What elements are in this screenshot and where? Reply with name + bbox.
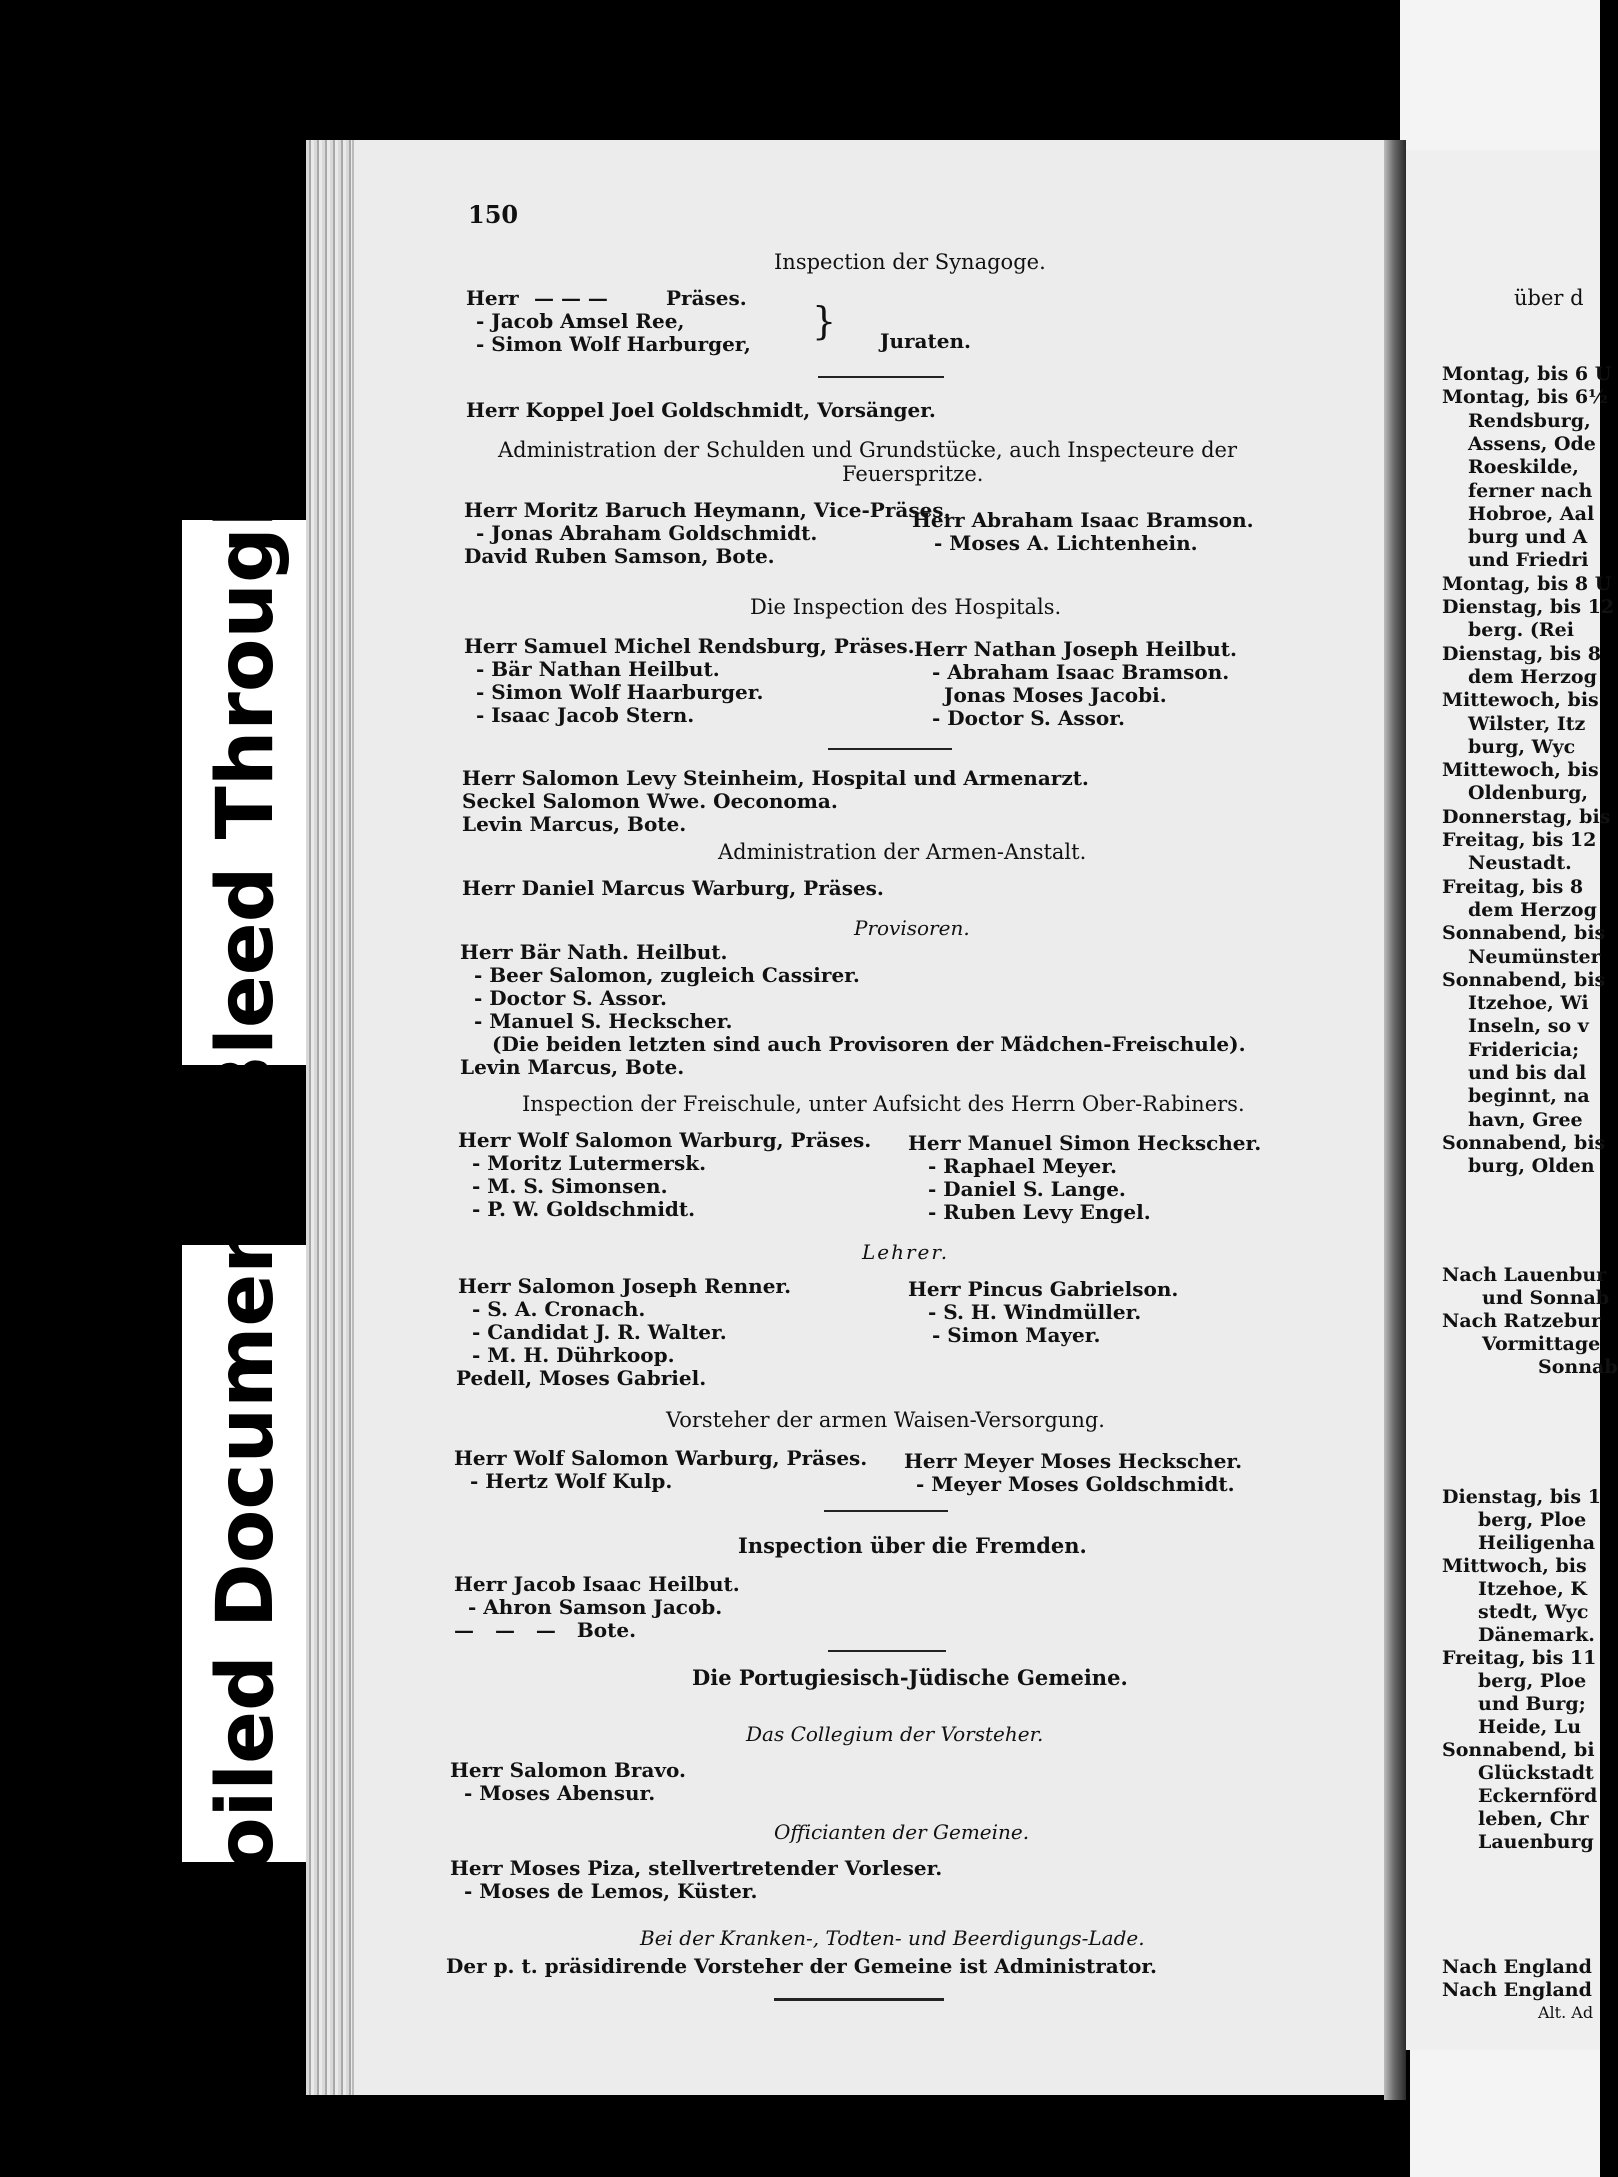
facing-line: Glückstadt: [1478, 1762, 1594, 1784]
facing-line: Nach Lauenbur: [1442, 1264, 1607, 1286]
armen-praeses: Herr Daniel Marcus Warburg, Präses.: [462, 876, 884, 900]
facing-line: Itzehoe, Wi: [1468, 992, 1589, 1015]
facing-line: Nach Ratzebur: [1442, 1310, 1601, 1332]
facing-line: Montag, bis 6½: [1442, 386, 1608, 409]
waisen-left-2: - Hertz Wolf Kulp.: [470, 1469, 673, 1493]
soiled-document-label: Soiled Document: [201, 1180, 291, 1927]
hospital-staff-3: Levin Marcus, Bote.: [462, 812, 687, 836]
freischule-right-4: - Ruben Levy Engel.: [928, 1200, 1151, 1224]
synagoge-juraten: Juraten.: [880, 329, 971, 353]
vorsaenger: Herr Koppel Joel Goldschmidt, Vorsänger.: [466, 398, 936, 422]
book-page: [352, 140, 1394, 2095]
synagoge-praeses: Präses.: [666, 286, 747, 310]
armen-note: (Die beiden letzten sind auch Provisoren der Mädchen-Freischule).: [492, 1032, 1246, 1056]
facing-line: Sonnabend, bis: [1442, 1131, 1606, 1154]
freischule-lehrer: Lehrer.: [862, 1240, 950, 1264]
lehrer-left-1: Herr Salomon Joseph Renner.: [458, 1274, 792, 1298]
armen-line-4: - Manuel S. Heckscher.: [474, 1009, 733, 1033]
schulden-left-2: - Jonas Abraham Goldschmidt.: [476, 521, 818, 545]
facing-line: Roeskilde,: [1468, 456, 1579, 479]
armen-line-3: - Doctor S. Assor.: [474, 986, 667, 1010]
heading-hospital: Die Inspection des Hospitals.: [750, 595, 1062, 619]
facing-line: Itzehoe, K: [1478, 1578, 1587, 1600]
facing-line: Sonnabend, bis: [1442, 922, 1606, 945]
facing-line: Sonnabend, bis: [1442, 968, 1606, 991]
bleed-through-label: Bleed Through: [201, 471, 291, 1114]
facing-line: burg, Olden: [1468, 1155, 1595, 1178]
hospital-right-3: Jonas Moses Jacobi.: [944, 683, 1167, 707]
portugiesisch-collegium: Das Collegium der Vorsteher.: [746, 1722, 1044, 1746]
facing-line: und bis dal: [1468, 1062, 1587, 1084]
hospital-staff-1: Herr Salomon Levy Steinheim, Hospital und Armenarzt.: [462, 766, 1089, 790]
armen-bote: Levin Marcus, Bote.: [460, 1055, 685, 1079]
divider: [824, 1510, 948, 1512]
hospital-right-4: - Doctor S. Assor.: [932, 706, 1125, 730]
facing-line: burg und A: [1468, 526, 1588, 549]
schulden-left-1: Herr Moritz Baruch Heymann, Vice-Präses.: [464, 498, 951, 522]
bleed-through-tag: [182, 471, 310, 1114]
waisen-left-1: Herr Wolf Salomon Warburg, Präses.: [454, 1446, 868, 1470]
facing-heading: über d: [1514, 286, 1584, 310]
hospital-left-1: Herr Samuel Michel Rendsburg, Präses.: [464, 634, 915, 658]
facing-line: Dienstag, bis 8: [1442, 642, 1601, 665]
fremden-line-3: — — — Bote.: [454, 1618, 637, 1642]
facing-line: Fridericia;: [1468, 1038, 1580, 1061]
lehrer-right-3: - Simon Mayer.: [932, 1323, 1101, 1347]
facing-line: Sonnab: [1538, 1356, 1618, 1378]
lehrer-right-1: Herr Pincus Gabrielson.: [908, 1277, 1179, 1301]
facing-line: Montag, bis 6 U: [1442, 363, 1612, 385]
schulden-right-1: Herr Abraham Isaac Bramson.: [912, 508, 1254, 532]
schulden-left-3: David Ruben Samson, Bote.: [464, 544, 775, 568]
facing-line: havn, Gree: [1468, 1108, 1583, 1131]
freischule-left-3: - M. S. Simonsen.: [472, 1174, 668, 1198]
facing-line: und Sonnab: [1482, 1287, 1610, 1309]
facing-line: Dienstag, bis 12: [1442, 596, 1615, 618]
facing-line: berg. (Rei: [1468, 619, 1574, 642]
lehrer-right-2: - S. H. Windmüller.: [928, 1300, 1142, 1324]
facing-line: berg, Ploe: [1478, 1509, 1587, 1531]
facing-line: Wilster, Itz: [1468, 712, 1586, 735]
armen-provisoren: Provisoren.: [854, 916, 970, 940]
facing-line: Heiligenha: [1478, 1532, 1596, 1554]
facing-line: ferner nach: [1468, 479, 1593, 502]
collegium-line-1: Herr Salomon Bravo.: [450, 1758, 686, 1782]
divider: [828, 748, 952, 750]
lehrer-left-4: - M. H. Dührkoop.: [472, 1343, 675, 1367]
hospital-left-4: - Isaac Jacob Stern.: [476, 703, 695, 727]
facing-line: Oldenburg,: [1468, 782, 1588, 805]
freischule-left-4: - P. W. Goldschmidt.: [472, 1197, 696, 1221]
heading-schulden-1: Administration der Schulden und Grundstücke, auch Inspecteure der: [498, 438, 1237, 462]
portugiesisch-officianten: Officianten der Gemeine.: [774, 1820, 1030, 1844]
collegium-line-2: - Moses Abensur.: [464, 1781, 656, 1805]
facing-line: und Friedri: [1468, 549, 1589, 572]
facing-line: Freitag, bis 12: [1442, 829, 1597, 851]
officianten-line-1: Herr Moses Piza, stellvertretender Vorleser.: [450, 1856, 943, 1880]
hospital-left-2: - Bär Nathan Heilbut.: [476, 657, 720, 681]
scan-background-top: [1330, 0, 1400, 150]
lehrer-left-3: - Candidat J. R. Walter.: [472, 1320, 727, 1344]
facing-line: Mittewoch, bis: [1442, 759, 1599, 782]
hospital-right-1: Herr Nathan Joseph Heilbut.: [914, 637, 1237, 661]
heading-waisen: Vorsteher der armen Waisen-Versorgung.: [666, 1408, 1105, 1432]
brace-icon: }: [812, 299, 837, 343]
facing-line: Mittewoch, bis: [1442, 689, 1599, 712]
divider: [818, 376, 944, 378]
officianten-line-2: - Moses de Lemos, Küster.: [464, 1879, 758, 1903]
facing-line: Eckernförd: [1478, 1785, 1598, 1807]
facing-line: und Burg;: [1478, 1693, 1586, 1715]
heading-portugiesisch: Die Portugiesisch-Jüdische Gemeine.: [692, 1665, 1128, 1690]
facing-line: Heide, Lu: [1478, 1716, 1582, 1738]
facing-line: Freitag, bis 11: [1442, 1647, 1597, 1669]
facing-line: Rendsburg,: [1468, 409, 1591, 432]
freischule-right-3: - Daniel S. Lange.: [928, 1177, 1126, 1201]
lehrer-pedell: Pedell, Moses Gabriel.: [456, 1366, 707, 1390]
facing-line: Neumünster: [1468, 945, 1601, 968]
facing-line: leben, Chr: [1478, 1808, 1589, 1830]
facing-line: Montag, bis 8 U: [1442, 572, 1612, 595]
portugiesisch-admin: Der p. t. präsidirende Vorsteher der Gemeine ist Administrator.: [446, 1954, 1158, 1978]
page-number: 150: [468, 200, 519, 229]
armen-line-2: - Beer Salomon, zugleich Cassirer.: [474, 963, 860, 987]
end-divider: [774, 1998, 944, 2001]
waisen-right-2: - Meyer Moses Goldschmidt.: [916, 1472, 1235, 1496]
waisen-right-1: Herr Meyer Moses Heckscher.: [904, 1449, 1243, 1473]
facing-line: Hobroe, Aal: [1468, 502, 1595, 525]
facing-line: berg, Ploe: [1478, 1670, 1587, 1692]
facing-line: Inseln, so v: [1468, 1015, 1589, 1038]
freischule-left-2: - Moritz Lutermersk.: [472, 1151, 707, 1175]
scan-background-top-right: [1400, 0, 1600, 150]
scan-background-bottom-right: [1410, 2050, 1600, 2177]
hospital-right-2: - Abraham Isaac Bramson.: [932, 660, 1230, 684]
facing-line: Mittwoch, bis: [1442, 1555, 1587, 1577]
facing-page-content: [1406, 150, 1618, 2050]
facing-line: Lauenburg: [1478, 1831, 1594, 1853]
freischule-right-1: Herr Manuel Simon Heckscher.: [908, 1131, 1262, 1155]
portugiesisch-lade: Bei der Kranken-, Todten- und Beerdigungs-Lade.: [640, 1926, 1145, 1950]
facing-page: [1406, 150, 1618, 2050]
synagoge-dashes: — — —: [534, 286, 608, 310]
heading-schulden-2: Feuerspritze.: [842, 462, 984, 486]
book-gutter: [1384, 140, 1406, 2100]
facing-line: dem Herzog: [1468, 665, 1597, 688]
heading-synagoge: Inspection der Synagoge.: [774, 250, 1046, 274]
lehrer-left-2: - S. A. Cronach.: [472, 1297, 646, 1321]
armen-line-1: Herr Bär Nath. Heilbut.: [460, 940, 728, 964]
schulden-right-2: - Moses A. Lichtenhein.: [934, 531, 1198, 555]
page-content: [354, 140, 1394, 2095]
hospital-left-3: - Simon Wolf Haarburger.: [476, 680, 764, 704]
freischule-left-1: Herr Wolf Salomon Warburg, Präses.: [458, 1128, 872, 1152]
heading-armen: Administration der Armen-Anstalt.: [718, 840, 1087, 864]
facing-line: Donnerstag, bis: [1442, 805, 1611, 828]
synagoge-line-2: - Simon Wolf Harburger,: [476, 332, 751, 356]
facing-line: Nach England: [1442, 1956, 1592, 1978]
facing-line: Nach England: [1442, 1979, 1592, 2001]
soiled-document-tag: [182, 1180, 310, 1927]
hospital-staff-2: Seckel Salomon Wwe. Oeconoma.: [462, 789, 838, 813]
facing-line: Alt. Ad: [1538, 2003, 1594, 2022]
facing-line: Dänemark.: [1478, 1624, 1595, 1646]
facing-line: burg, Wyc: [1468, 735, 1576, 758]
heading-freischule: Inspection der Freischule, unter Aufsicht des Herrn Ober-Rabiners.: [522, 1092, 1245, 1116]
synagoge-herr: Herr: [466, 286, 519, 310]
facing-line: Vormittage: [1482, 1333, 1601, 1355]
facing-line: Neustadt.: [1468, 852, 1572, 875]
facing-line: Sonnabend, bi: [1442, 1739, 1595, 1761]
synagoge-line-1: - Jacob Amsel Ree,: [476, 309, 685, 333]
fremden-line-1: Herr Jacob Isaac Heilbut.: [454, 1572, 740, 1596]
facing-line: beginnt, na: [1468, 1085, 1590, 1108]
divider: [828, 1650, 946, 1652]
heading-fremden: Inspection über die Fremden.: [738, 1533, 1087, 1558]
facing-line: Assens, Ode: [1468, 432, 1596, 455]
facing-line: dem Herzog: [1468, 898, 1597, 921]
facing-line: Dienstag, bis 1: [1442, 1486, 1601, 1508]
fremden-line-2: - Ahron Samson Jacob.: [468, 1595, 723, 1619]
facing-line: Freitag, bis 8: [1442, 875, 1584, 898]
freischule-right-2: - Raphael Meyer.: [928, 1154, 1117, 1178]
facing-line: stedt, Wyc: [1478, 1601, 1589, 1623]
